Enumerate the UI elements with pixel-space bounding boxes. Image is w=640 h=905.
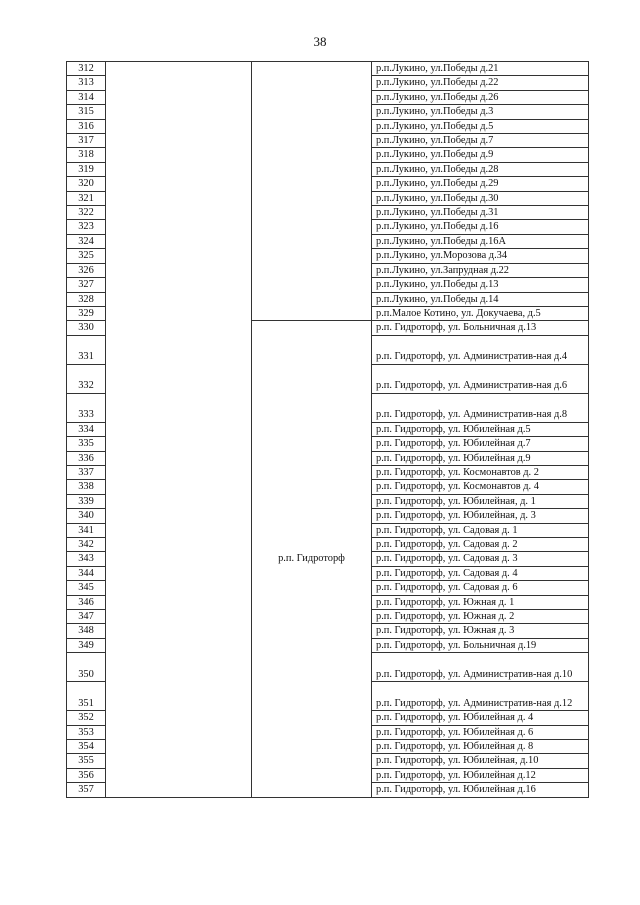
- empty-column-cell: [106, 62, 252, 798]
- row-number: 334: [67, 422, 106, 436]
- address-cell: р.п. Гидроторф, ул. Южная д. 1: [372, 595, 589, 609]
- row-number: 321: [67, 191, 106, 205]
- row-number: 317: [67, 134, 106, 148]
- row-number: 325: [67, 249, 106, 263]
- address-cell: р.п.Лукино, ул.Победы д.22: [372, 76, 589, 90]
- row-number: 328: [67, 292, 106, 306]
- address-cell: р.п. Гидроторф, ул. Административ-ная д.4: [372, 335, 589, 364]
- address-cell: р.п.Лукино, ул.Победы д.5: [372, 119, 589, 133]
- address-cell: р.п. Гидроторф, ул. Юбилейная, д. 1: [372, 494, 589, 508]
- address-cell: р.п.Лукино, ул.Победы д.7: [372, 134, 589, 148]
- row-number: 323: [67, 220, 106, 234]
- address-cell: р.п. Гидроторф, ул. Южная д. 3: [372, 624, 589, 638]
- address-cell: р.п. Гидроторф, ул. Юбилейная д.9: [372, 451, 589, 465]
- row-number: 333: [67, 393, 106, 422]
- address-cell: р.п.Лукино, ул.Морозова д.34: [372, 249, 589, 263]
- row-number: 352: [67, 711, 106, 725]
- row-number: 312: [67, 62, 106, 76]
- address-cell: р.п.Лукино, ул.Победы д.29: [372, 177, 589, 191]
- address-cell: р.п. Гидроторф, ул. Административ-ная д.12: [372, 682, 589, 711]
- address-cell: р.п. Гидроторф, ул. Садовая д. 4: [372, 566, 589, 580]
- address-cell: р.п. Гидроторф, ул. Юбилейная д.12: [372, 768, 589, 782]
- row-number: 345: [67, 581, 106, 595]
- address-cell: р.п. Гидроторф, ул. Юбилейная, д. 3: [372, 509, 589, 523]
- address-cell: р.п. Гидроторф, ул. Садовая д. 3: [372, 552, 589, 566]
- row-number: 349: [67, 638, 106, 652]
- row-number: 330: [67, 321, 106, 335]
- address-cell: р.п.Лукино, ул.Победы д.31: [372, 206, 589, 220]
- row-number: 318: [67, 148, 106, 162]
- address-cell: р.п. Гидроторф, ул. Юбилейная д. 4: [372, 711, 589, 725]
- row-number: 326: [67, 263, 106, 277]
- row-number: 314: [67, 90, 106, 104]
- row-number: 327: [67, 278, 106, 292]
- address-cell: р.п. Гидроторф, ул. Административ-ная д.8: [372, 393, 589, 422]
- address-cell: р.п. Гидроторф, ул. Юбилейная, д.10: [372, 754, 589, 768]
- address-cell: р.п.Лукино, ул.Победы д.16А: [372, 234, 589, 248]
- row-number: 335: [67, 437, 106, 451]
- address-cell: р.п.Лукино, ул.Победы д.26: [372, 90, 589, 104]
- row-number: 356: [67, 768, 106, 782]
- row-number: 319: [67, 162, 106, 176]
- address-cell: р.п. Гидроторф, ул. Южная д. 2: [372, 610, 589, 624]
- address-cell: р.п. Гидроторф, ул. Космонавтов д. 2: [372, 465, 589, 479]
- row-number: 346: [67, 595, 106, 609]
- address-cell: р.п. Гидроторф, ул. Садовая д. 1: [372, 523, 589, 537]
- address-table: [66, 61, 589, 798]
- row-number: 355: [67, 754, 106, 768]
- address-cell: р.п.Лукино, ул.Запрудная д.22: [372, 263, 589, 277]
- row-number: 332: [67, 364, 106, 393]
- row-number: 336: [67, 451, 106, 465]
- row-number: 357: [67, 783, 106, 797]
- address-cell: р.п. Гидроторф, ул. Административ-ная д.6: [372, 364, 589, 393]
- address-cell: р.п. Гидроторф, ул. Садовая д. 6: [372, 581, 589, 595]
- row-number: 347: [67, 610, 106, 624]
- address-cell: р.п.Малое Котино, ул. Докучаева, д.5: [372, 306, 589, 320]
- row-number: 313: [67, 76, 106, 90]
- row-number: 354: [67, 740, 106, 754]
- address-cell: р.п. Гидроторф, ул. Административ-ная д.10: [372, 653, 589, 682]
- row-number: 348: [67, 624, 106, 638]
- address-cell: р.п. Гидроторф, ул. Больничная д.13: [372, 321, 589, 335]
- row-number: 353: [67, 725, 106, 739]
- address-cell: р.п.Лукино, ул.Победы д.21: [372, 62, 589, 76]
- row-number: 316: [67, 119, 106, 133]
- row-number: 331: [67, 335, 106, 364]
- row-number: 344: [67, 566, 106, 580]
- address-cell: р.п.Лукино, ул.Победы д.14: [372, 292, 589, 306]
- row-number: 351: [67, 682, 106, 711]
- row-number: 341: [67, 523, 106, 537]
- row-number: 322: [67, 206, 106, 220]
- address-cell: р.п.Лукино, ул.Победы д.9: [372, 148, 589, 162]
- row-number: 340: [67, 509, 106, 523]
- address-cell: р.п. Гидроторф, ул. Юбилейная д. 8: [372, 740, 589, 754]
- locality-cell: р.п. Гидроторф: [252, 321, 372, 797]
- address-cell: р.п.Лукино, ул.Победы д.30: [372, 191, 589, 205]
- address-cell: р.п. Гидроторф, ул. Садовая д. 2: [372, 537, 589, 551]
- row-number: 343: [67, 552, 106, 566]
- address-cell: р.п. Гидроторф, ул. Юбилейная д. 6: [372, 725, 589, 739]
- row-number: 320: [67, 177, 106, 191]
- address-cell: р.п.Лукино, ул.Победы д.16: [372, 220, 589, 234]
- address-cell: р.п.Лукино, ул.Победы д.13: [372, 278, 589, 292]
- row-number: 324: [67, 234, 106, 248]
- empty-locality-cell: [252, 62, 372, 321]
- address-cell: р.п. Гидроторф, ул. Юбилейная д.16: [372, 783, 589, 797]
- row-number: 315: [67, 105, 106, 119]
- row-number: 350: [67, 653, 106, 682]
- address-cell: р.п. Гидроторф, ул. Юбилейная д.5: [372, 422, 589, 436]
- address-cell: р.п. Гидроторф, ул. Космонавтов д. 4: [372, 480, 589, 494]
- table-row: [67, 62, 589, 76]
- row-number: 337: [67, 465, 106, 479]
- row-number: 339: [67, 494, 106, 508]
- page-number: 38: [313, 34, 327, 49]
- address-cell: р.п.Лукино, ул.Победы д.3: [372, 105, 589, 119]
- address-cell: р.п. Гидроторф, ул. Больничная д.19: [372, 638, 589, 652]
- row-number: 338: [67, 480, 106, 494]
- row-number: 342: [67, 537, 106, 551]
- address-cell: р.п.Лукино, ул.Победы д.28: [372, 162, 589, 176]
- row-number: 329: [67, 306, 106, 320]
- address-cell: р.п. Гидроторф, ул. Юбилейная д.7: [372, 437, 589, 451]
